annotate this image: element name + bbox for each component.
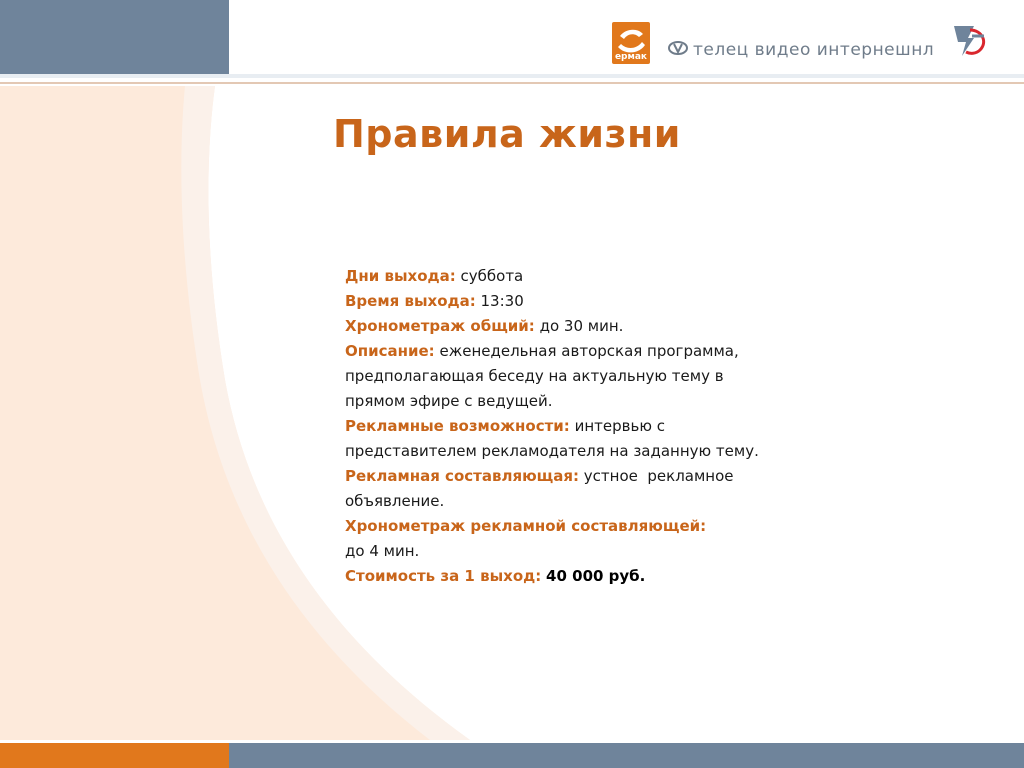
description-line-1: еженедельная авторская программа,: [439, 342, 739, 360]
duration-label: Хронометраж общий:: [345, 317, 535, 335]
ad-options-line-1: интервью с: [574, 417, 665, 435]
ad-duration-label: Хронометраж рекламной составляющей:: [345, 517, 707, 535]
description-label: Описание:: [345, 342, 435, 360]
description-line-2: предполагающая беседу на актуальную тему в: [345, 367, 724, 385]
cost-label: Стоимость за 1 выход:: [345, 567, 542, 585]
duration-row: [345, 314, 815, 339]
ad-options-line-2: представителем рекламодателя на заданную тему.: [345, 442, 759, 460]
days-label: Дни выхода:: [345, 267, 456, 285]
tvi-logo-icon: [948, 20, 988, 60]
ad-component-label: Рекламная составляющая:: [345, 467, 579, 485]
days-row: [345, 264, 815, 289]
description-row: [345, 339, 815, 364]
tvi-small-icon: [668, 40, 688, 56]
ad-component-line-1: устное рекламное: [583, 467, 734, 485]
ad-duration-value: до 4 мин.: [345, 542, 420, 560]
time-value: 13:30: [480, 292, 524, 310]
program-details: [345, 264, 815, 589]
ad-duration-row: [345, 514, 815, 539]
duration-value: до 30 мин.: [539, 317, 624, 335]
footer-slate-bar: [229, 743, 1024, 768]
time-row: [345, 289, 815, 314]
cost-value: 40 000 руб.: [546, 567, 646, 585]
tvi-brand-text: телец видео интернешнл: [693, 40, 935, 60]
description-line-3: прямом эфире с ведущей.: [345, 392, 553, 410]
ad-component-row: [345, 464, 815, 489]
page-title: Правила жизни: [333, 112, 681, 156]
header-divider: [0, 74, 1024, 78]
ad-component-line-2: объявление.: [345, 492, 445, 510]
time-label: Время выхода:: [345, 292, 476, 310]
ad-options-row: [345, 414, 815, 439]
days-value: суббота: [460, 267, 524, 285]
ermak-logo-text: ермак: [614, 52, 648, 62]
header-rule: [0, 82, 1024, 84]
ad-options-label: Рекламные возможности:: [345, 417, 570, 435]
footer-orange-bar: [0, 743, 229, 768]
cost-row: [345, 564, 815, 589]
